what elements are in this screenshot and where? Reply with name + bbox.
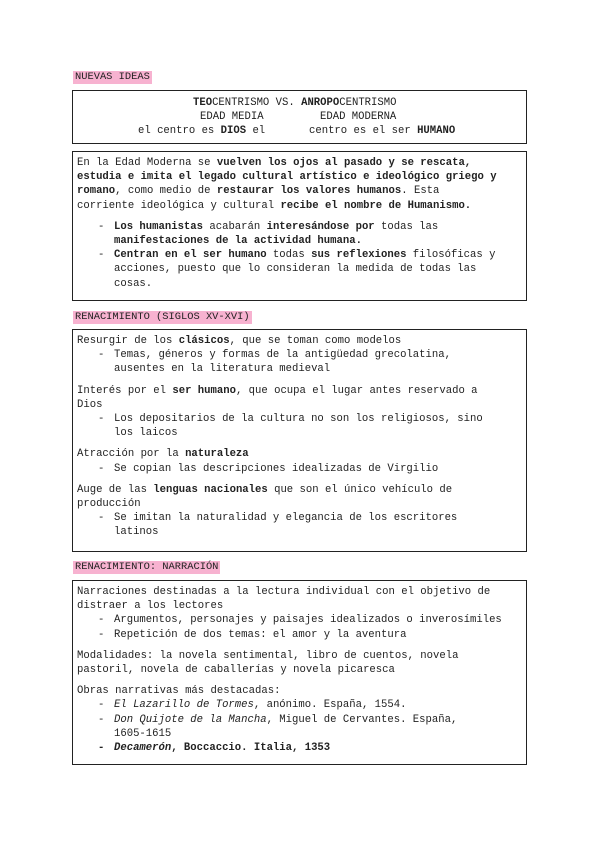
humanismo-line: estudia e imita el legado cultural artístico e ideológico griego y (77, 171, 497, 184)
renacimiento-bullet: - Se copian las descripciones idealizadas de Virgilio (98, 462, 439, 475)
humanismo-line: En la Edad Moderna se vuelven los ojos al pasado y se rescata, (77, 157, 472, 169)
renacimiento-box (72, 329, 527, 552)
compare-left-text: el centro es DIOS el (138, 125, 266, 137)
compare-right-text: centro es el ser HUMANO (309, 125, 456, 137)
narracion-line: Narraciones destinadas a la lectura individual con el objetivo de (77, 586, 491, 598)
section-label-renacimiento: RENACIMIENTO (SIGLOS XV-XVI) (75, 311, 250, 323)
renacimiento-bullet: - Los depositarios de la cultura no son los religiosos, sino los laicos (98, 413, 483, 440)
narracion-line: pastoril, novela de caballerías y novela picaresca (77, 664, 395, 677)
comparison-box (72, 90, 527, 144)
renacimiento-point: Resurgir de los clásicos, que se toman como modelos (77, 335, 402, 347)
humanismo-bullet-1: - Los humanistas acabarán interesándose por todas las manifestaciones de la actividad humana. (98, 220, 439, 248)
renacimiento-bullet: - Se imitan la naturalidad y elegancia de los escritores latinos (98, 512, 458, 539)
renacimiento-bullet: - Temas, géneros y formas de la antigüedad grecolatina, ausentes en la literatura medieval (98, 349, 451, 376)
renacimiento-point: Auge de las lenguas nacionales que son el único vehículo de (77, 483, 453, 496)
narracion-line: Obras narrativas más destacadas: (77, 685, 281, 698)
section-label-narracion: RENACIMIENTO: NARRACIÓN (75, 561, 219, 573)
compare-row-1: TEOCENTRISMO VS. ANROPOCENTRISMO (193, 97, 397, 109)
humanismo-line: romano, como medio de restaurar los valores humanos. Esta (77, 185, 440, 198)
humanismo-box (72, 151, 527, 301)
narracion-line: Modalidades: la novela sentimental, libro de cuentos, novela (77, 649, 459, 662)
section-label-nuevas-ideas: NUEVAS IDEAS (75, 71, 150, 83)
compare-left-label: EDAD MEDIA (200, 111, 264, 123)
narracion-bullet: - Argumentos, personajes y paisajes idealizados o inverosímiles (98, 614, 502, 627)
narracion-box (72, 580, 527, 765)
renacimiento-point: Interés por el ser humano, que ocupa el lugar antes reservado a (77, 384, 478, 397)
obra-item: - Decamerón, Boccaccio. Italia, 1353 (98, 742, 331, 755)
narracion-bullet: - Repetición de dos temas: el amor y la aventura (98, 628, 407, 641)
humanismo-bullet-2: - Centran en el ser humano todas sus reflexiones filosóficas y acciones, puesto que lo consideran la medida de todas las cosas. (98, 249, 496, 290)
renacimiento-point: Atracción por la naturaleza (77, 448, 249, 461)
narracion-line: distraer a los lectores (77, 600, 224, 613)
renacimiento-point-cont: Dios (77, 398, 103, 411)
humanismo-line: corriente ideológica y cultural recibe el nombre de Humanismo. (77, 199, 472, 212)
compare-right-label: EDAD MODERNA (320, 111, 397, 123)
renacimiento-point-cont: producción (77, 498, 141, 511)
obra-item: - Don Quijote de la Mancha, Miguel de Cervantes. España, 1605-1615 (98, 713, 458, 740)
obra-item: - El Lazarillo de Tormes, anónimo. España, 1554. (98, 699, 407, 712)
